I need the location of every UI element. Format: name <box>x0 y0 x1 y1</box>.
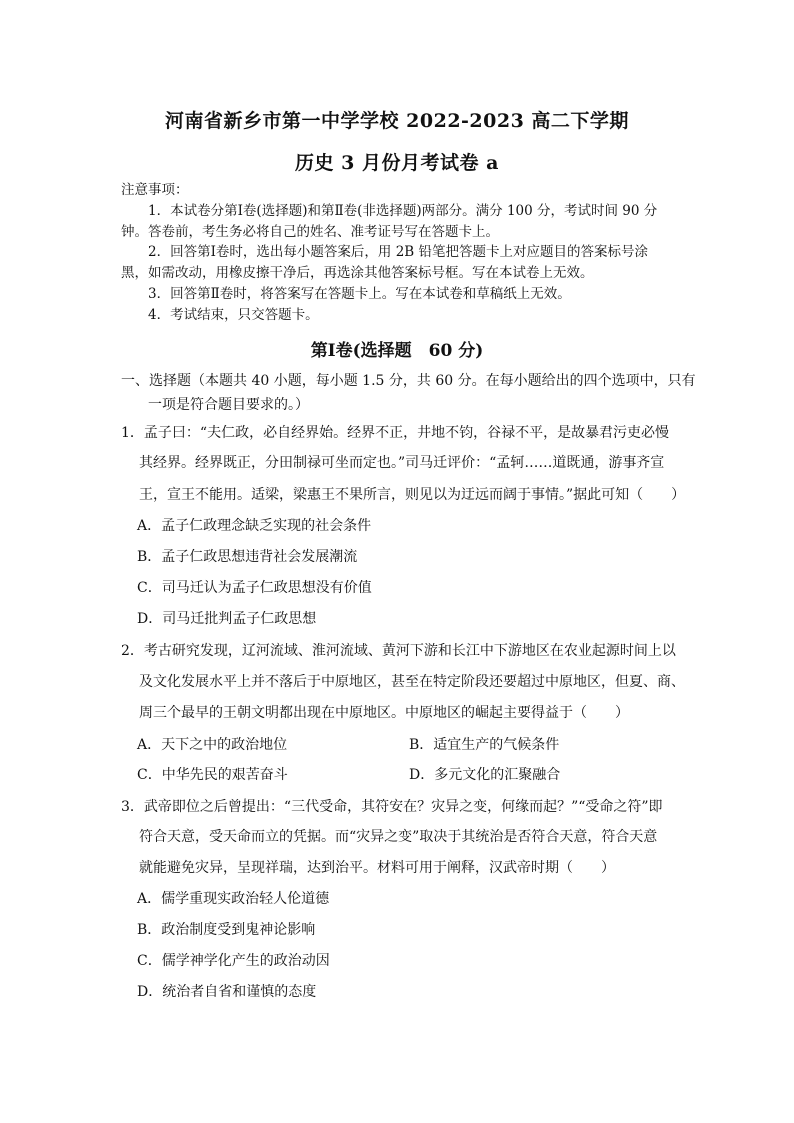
notes-heading: 注意事项： <box>121 182 189 198</box>
notes-block <box>121 180 681 326</box>
option-b: B．适宜生产的气候条件 <box>409 737 560 753</box>
notes-line: 2．回答第Ⅰ卷时，选出每小题答案后，用 2B 铅笔把答题卡上对应题目的答案标号涂 <box>148 244 649 261</box>
option-c: C．儒学神学化产生的政治动因 <box>137 953 330 969</box>
option-c: C．司马迁认为孟子仁政思想没有价值 <box>137 580 372 596</box>
option-d: D．多元文化的汇聚融合 <box>409 767 561 783</box>
exam-title-line2: 历史 3 月份月考试卷 a <box>295 152 499 174</box>
question-stem-line: 就能避免灾异，呈现祥瑞，达到治平。材料可用于阐释，汉武帝时期（ ） <box>139 860 615 876</box>
option-b: B．政治制度受到鬼神论影响 <box>137 922 316 938</box>
option-d: D．统治者自省和谨慎的态度 <box>137 984 317 1000</box>
question-stem-line: 王，宣王不能用。适梁，梁惠王不果所言，则见以为迂远而阔于事情。”据此可知（ ） <box>139 487 686 503</box>
option-c: C．中华先民的艰苦奋斗 <box>137 767 288 783</box>
notes-line: 钟。答卷前，考生务必将自己的姓名、准考证号写在答题卡上。 <box>121 223 499 240</box>
instruction-line: 一、选择题（本题共 40 小题，每小题 1.5 分，共 60 分。在每小题给出的四个选项中，只有 <box>121 373 696 389</box>
question-stem-line: 符合天意，受天命而立的凭据。而“灾异之变”取决于其统治是否符合天意，符合天意 <box>139 829 658 845</box>
exam-title-line1: 河南省新乡市第一中学学校 2022-2023 高二下学期 <box>165 110 629 132</box>
option-a: A．儒学重现实政治轻人伦道德 <box>137 891 330 907</box>
option-b: B．孟子仁政思想违背社会发展潮流 <box>137 549 358 565</box>
notes-line: 3．回答第Ⅱ卷时，将答案写在答题卡上。写在本试卷和草稿纸上无效。 <box>148 285 571 302</box>
question-stem-line: 2．考古研究发现，辽河流域、淮河流域、黄河下游和长江中下游地区在农业起源时间上以 <box>121 643 676 659</box>
question-stem-line: 其经界。经界既正，分田制禄可坐而定也。”司马迁评价：“孟轲……道既通，游事齐宣 <box>139 455 665 471</box>
question-stem-line: 3．武帝即位之后曾提出：“三代受命，其符安在？灾异之变，何缘而起？”“受命之符”即 <box>121 799 663 815</box>
question-stem-line: 1．孟子曰：“夫仁政，必自经界始。经界不正，井地不钧，谷禄不平，是故暴君污吏必慢 <box>121 425 670 441</box>
notes-line: 1．本试卷分第Ⅰ卷(选择题)和第Ⅱ卷(非选择题)两部分。满分 100 分，考试时间 90 分 <box>148 202 658 219</box>
notes-line: 黑，如需改动，用橡皮擦干净后，再选涂其他答案标号框。写在本试卷上无效。 <box>121 265 594 282</box>
option-a: A．孟子仁政理念缺乏实现的社会条件 <box>137 518 372 534</box>
notes-line: 4．考试结束，只交答题卡。 <box>148 306 319 323</box>
option-d: D．司马迁批判孟子仁政思想 <box>137 611 317 627</box>
section-title: 第Ⅰ卷(选择题 60 分) <box>310 341 484 361</box>
question-stem-line: 及文化发展水平上并不落后于中原地区，甚至在特定阶段还要超过中原地区，但夏、商、 <box>139 674 685 690</box>
option-a: A．天下之中的政治地位 <box>137 737 288 753</box>
question-stem-line: 周三个最早的王朝文明都出现在中原地区。中原地区的崛起主要得益于（ ） <box>139 705 629 721</box>
instruction-line: 一项是符合题目要求的。） <box>148 397 309 413</box>
